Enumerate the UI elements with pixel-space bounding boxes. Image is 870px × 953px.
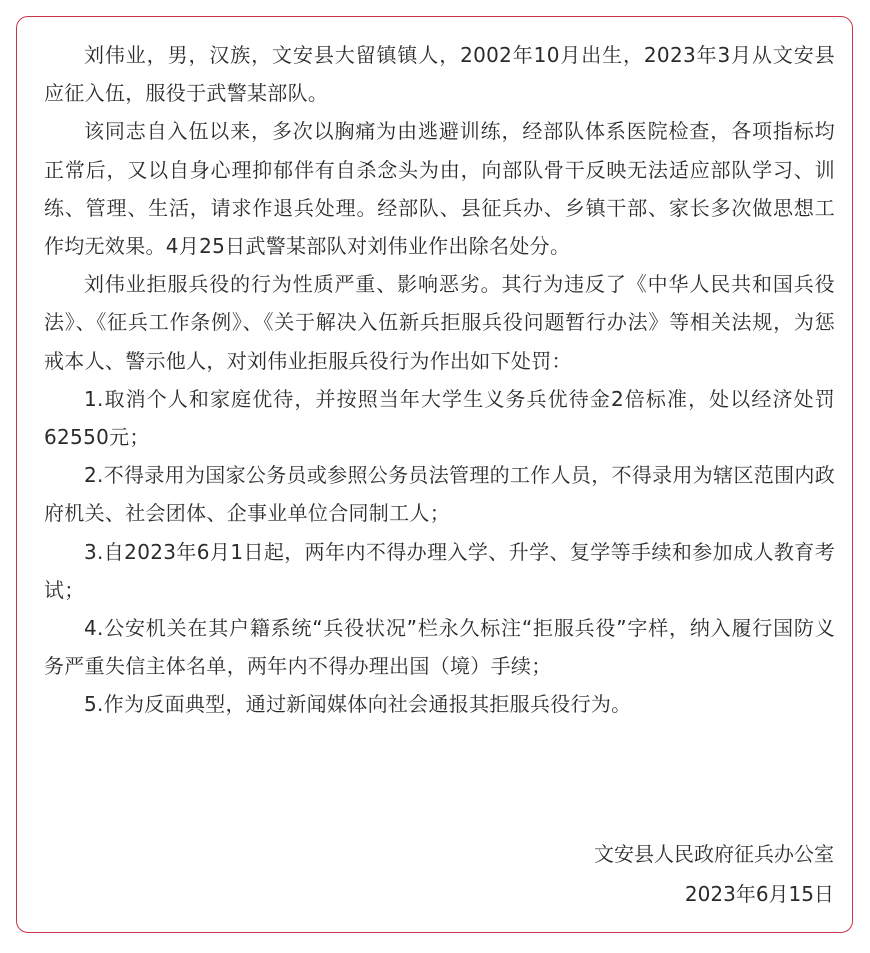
signature-block	[594, 834, 834, 914]
penalty-item-1: 1.取消个人和家庭优待，并按照当年大学生义务兵优待金2倍标准，处以经济处罚62550元；	[44, 386, 835, 450]
notice-body	[44, 36, 835, 724]
penalty-item-5: 5.作为反面典型，通过新闻媒体向社会通报其拒服兵役行为。	[84, 692, 632, 717]
penalty-item-2: 2.不得录用为国家公务员或参照公务员法管理的工作人员，不得录用为辖区范围内政府机关、社会团体、企事业单位合同制工人；	[44, 463, 835, 526]
penalty-item-4: 4.公安机关在其户籍系统“兵役状况”栏永久标注“拒服兵役”字样，纳入履行国防义务严重失信主体名单，两年内不得办理出国（境）手续；	[44, 616, 835, 679]
penalty-item-3: 3.自2023年6月1日起，两年内不得办理入学、升学、复学等手续和参加成人教育考试；	[44, 539, 835, 602]
paragraph-conduct: 该同志自入伍以来，多次以胸痛为由逃避训练，经部队体系医院检查，各项指标均正常后，又以自身心理抑郁伴有自杀念头为由，向部队骨干反映无法适应部队学习、训练、管理、生活，请求作退兵处理。经部队、县征兵办、乡镇干部、家长多次做思想工作均无效果。4月25日武警某部队对刘伟业作出除名处分。	[44, 119, 835, 259]
paragraph-ruling: 刘伟业拒服兵役的行为性质严重、影响恶劣。其行为违反了《中华人民共和国兵役法》、《征兵工作条例》、《关于解决入伍新兵拒服兵役问题暂行办法》等相关法规，为惩戒本人、警示他人，对刘伟业拒服兵役行为作出如下处罚：	[44, 272, 835, 373]
paragraph-intro: 刘伟业，男，汉族，文安县大留镇镇人，2002年10月出生，2023年3月从文安县应征入伍，服役于武警某部队。	[44, 43, 835, 106]
issuer-name: 文安县人民政府征兵办公室	[594, 842, 834, 866]
issue-date: 2023年6月15日	[684, 882, 834, 906]
